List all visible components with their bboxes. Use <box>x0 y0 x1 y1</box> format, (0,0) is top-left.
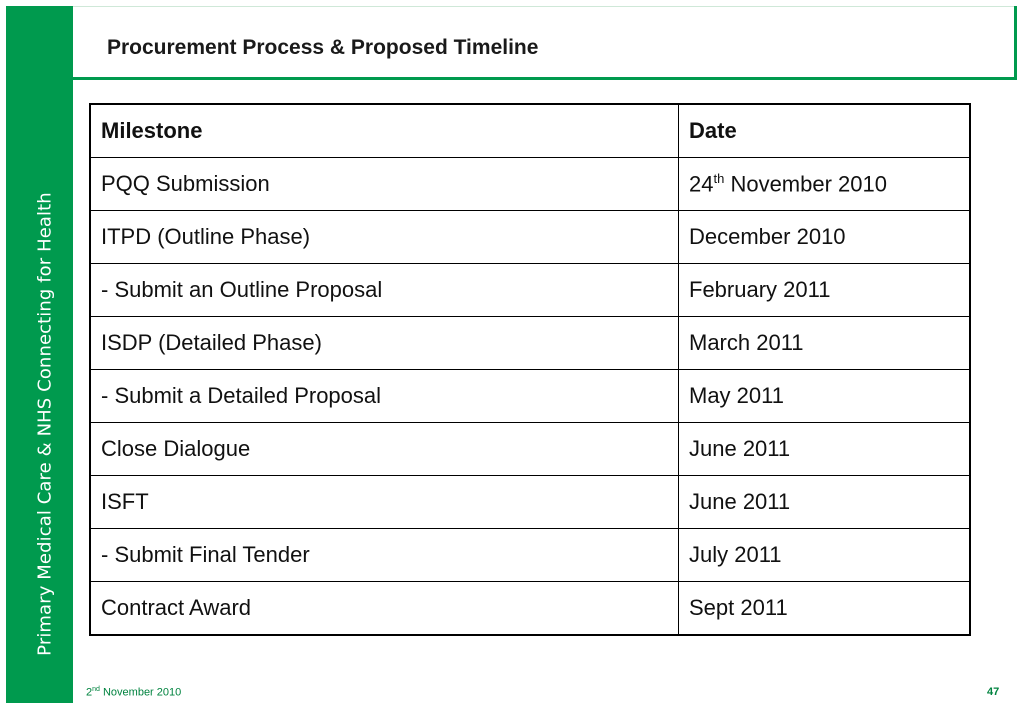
header-date: Date <box>679 104 971 158</box>
milestone-cell: ISDP (Detailed Phase) <box>90 317 679 370</box>
table-row <box>90 158 970 211</box>
date-ordinal: th <box>713 170 725 186</box>
page-number: 47 <box>987 686 1000 698</box>
milestone-cell: ITPD (Outline Phase) <box>90 211 679 264</box>
milestone-cell: ISFT <box>90 476 679 529</box>
table-row <box>90 423 970 476</box>
date-cell <box>679 158 971 211</box>
date-cell: July 2011 <box>679 529 971 582</box>
date-rest: November 2010 <box>724 171 887 197</box>
table-row <box>90 370 970 423</box>
footer-date-ordinal: nd <box>92 686 100 693</box>
date-day: 24 <box>689 171 714 197</box>
sidebar-brand-text: Primary Medical Care & NHS Connecting for Health <box>34 192 56 656</box>
milestone-table <box>89 103 971 636</box>
milestone-cell: Contract Award <box>90 582 679 636</box>
page-title: Procurement Process & Proposed Timeline <box>107 36 539 59</box>
table-row <box>90 582 970 636</box>
milestone-cell: - Submit a Detailed Proposal <box>90 370 679 423</box>
sidebar-band <box>6 6 73 703</box>
date-cell: March 2011 <box>679 317 971 370</box>
date-cell: February 2011 <box>679 264 971 317</box>
header-top-rule <box>73 6 1017 7</box>
table-row <box>90 476 970 529</box>
header-bottom-rule <box>73 77 1017 80</box>
table-row <box>90 529 970 582</box>
table-row <box>90 317 970 370</box>
milestone-cell: Close Dialogue <box>90 423 679 476</box>
footer-date-day: 2 <box>86 686 93 699</box>
table-header-row <box>90 104 970 158</box>
footer-date-rest: November 2010 <box>99 686 182 699</box>
table-row <box>90 211 970 264</box>
milestone-cell: - Submit an Outline Proposal <box>90 264 679 317</box>
footer-date <box>86 686 181 699</box>
milestone-cell: PQQ Submission <box>90 158 679 211</box>
header-milestone: Milestone <box>90 104 679 158</box>
date-cell: Sept 2011 <box>679 582 971 636</box>
date-cell: May 2011 <box>679 370 971 423</box>
milestone-cell: - Submit Final Tender <box>90 529 679 582</box>
date-cell: December 2010 <box>679 211 971 264</box>
header-right-rule <box>1014 6 1017 80</box>
table-row <box>90 264 970 317</box>
date-cell: June 2011 <box>679 423 971 476</box>
date-cell: June 2011 <box>679 476 971 529</box>
